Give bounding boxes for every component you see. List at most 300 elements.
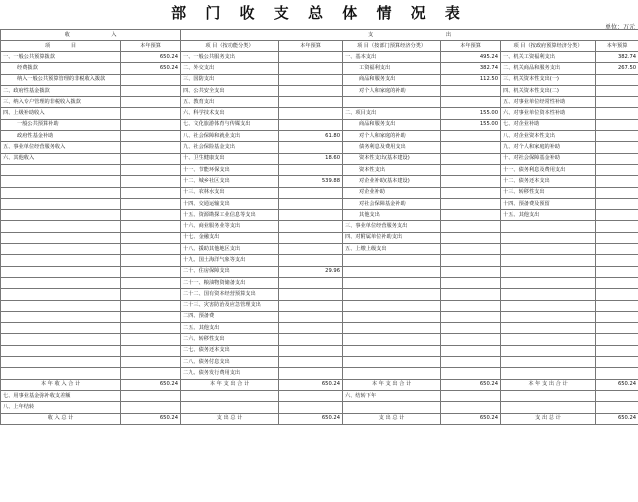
item-label-cell: 十二、城乡社区支出 (181, 176, 279, 187)
item-label-cell (1, 221, 121, 232)
item-label-cell (1, 323, 121, 334)
table-row (1, 119, 638, 130)
item-label-cell: 十五、资源勘探工业信息等支出 (181, 210, 279, 221)
budget-value-cell (441, 176, 501, 187)
budget-value-cell (441, 244, 501, 255)
item-label-cell: 本 年 支 出 合 计 (501, 379, 596, 390)
budget-value-cell: 61.80 (279, 131, 343, 142)
budget-value-cell: 112.50 (441, 74, 501, 85)
budget-value-cell (121, 323, 181, 334)
item-label-cell: 本 年 收 入 合 计 (1, 379, 121, 390)
item-label-cell: 十七、金融支出 (181, 232, 279, 243)
item-label-cell: 二、外交支出 (181, 63, 279, 74)
item-label-cell: 一、机关工资福利支出 (501, 52, 596, 63)
item-label-cell: 五、对事业单位经常性补助 (501, 97, 596, 108)
item-label-cell (1, 311, 121, 322)
budget-value-cell (279, 164, 343, 175)
table-row (1, 244, 638, 255)
item-label-cell (1, 300, 121, 311)
budget-value-cell (441, 266, 501, 277)
item-label-cell (501, 390, 596, 401)
item-label-cell: 二十一、粮油物资储备支出 (181, 277, 279, 288)
budget-value-cell (596, 345, 638, 356)
item-label-cell: 本 年 支 出 合 计 (343, 379, 441, 390)
item-label-cell (343, 300, 441, 311)
budget-value-cell (596, 131, 638, 142)
item-label-cell (501, 368, 596, 379)
table-row (1, 255, 638, 266)
item-label-cell (1, 210, 121, 221)
header-col-budget: 本年预算 (121, 41, 181, 52)
budget-value-cell (121, 142, 181, 153)
item-label-cell: 三、国防支出 (181, 74, 279, 85)
budget-value-cell (121, 311, 181, 322)
item-label-cell: 四、对附属单位补助支出 (343, 232, 441, 243)
header-col-gov-econ: 项 目（按政府预算经济分类） (501, 41, 596, 52)
item-label-cell: 六、科学技术支出 (181, 108, 279, 119)
budget-table (0, 29, 638, 425)
header-expense: 支 出 (181, 30, 638, 41)
item-label-cell (1, 357, 121, 368)
budget-value-cell: 267.50 (596, 63, 638, 74)
budget-value-cell (596, 368, 638, 379)
budget-value-cell (596, 153, 638, 164)
budget-value-cell (279, 142, 343, 153)
item-label-cell: 二十三、灾害防治及应急管理支出 (181, 300, 279, 311)
budget-value-cell (279, 74, 343, 85)
item-label-cell (1, 266, 121, 277)
item-label-cell: 二九、债务发行费用支出 (181, 368, 279, 379)
budget-value-cell (596, 176, 638, 187)
item-label-cell (343, 311, 441, 322)
table-row (1, 164, 638, 175)
budget-value-cell (279, 232, 343, 243)
budget-value-cell (121, 153, 181, 164)
table-row (1, 198, 638, 209)
budget-value-cell (121, 131, 181, 142)
budget-value-cell (596, 187, 638, 198)
header-col-item: 项 目 (1, 41, 121, 52)
table-row (1, 357, 638, 368)
item-label-cell (501, 221, 596, 232)
table-row (1, 390, 638, 401)
budget-value-cell: 155.00 (441, 108, 501, 119)
budget-value-cell (596, 289, 638, 300)
budget-value-cell (441, 85, 501, 96)
item-label-cell: 五、教育支出 (181, 97, 279, 108)
budget-value-cell (596, 74, 638, 85)
budget-value-cell (441, 164, 501, 175)
budget-value-cell (121, 357, 181, 368)
item-label-cell (1, 244, 121, 255)
table-row (1, 345, 638, 356)
budget-value-cell (121, 119, 181, 130)
budget-value-cell (279, 277, 343, 288)
item-label-cell: 二、项目支出 (343, 108, 441, 119)
table-row (1, 232, 638, 243)
table-row (1, 289, 638, 300)
item-label-cell: 二八、债务付息支出 (181, 357, 279, 368)
item-label-cell (343, 345, 441, 356)
page-title: 部 门 收 支 总 体 情 况 表 (171, 4, 467, 22)
budget-value-cell: 650.24 (596, 413, 638, 424)
budget-value-cell (121, 232, 181, 243)
budget-value-cell (596, 357, 638, 368)
budget-value-cell: 29.96 (279, 266, 343, 277)
item-label-cell: 六、结转下年 (343, 390, 441, 401)
item-label-cell: 十五、其他支出 (501, 210, 596, 221)
budget-value-cell: 650.24 (596, 379, 638, 390)
budget-value-cell (596, 164, 638, 175)
item-label-cell (1, 334, 121, 345)
budget-value-cell (596, 142, 638, 153)
item-label-cell: 工资福利支出 (343, 63, 441, 74)
item-label-cell: 二十二、国有资本经营预算支出 (181, 289, 279, 300)
item-label-cell: 收 入 总 计 (1, 413, 121, 424)
item-label-cell: 十一、节能环保支出 (181, 164, 279, 175)
budget-value-cell (441, 368, 501, 379)
budget-value-cell (121, 108, 181, 119)
budget-value-cell (121, 85, 181, 96)
budget-value-cell (121, 345, 181, 356)
item-label-cell (501, 311, 596, 322)
budget-value-cell (279, 210, 343, 221)
budget-value-cell (441, 334, 501, 345)
item-label-cell: 十三、转移性支出 (501, 187, 596, 198)
budget-value-cell: 650.24 (121, 413, 181, 424)
item-label-cell: 十九、国土海洋气象等支出 (181, 255, 279, 266)
budget-value-cell (596, 232, 638, 243)
budget-value-cell (596, 266, 638, 277)
header-col-budget: 本年预算 (596, 41, 638, 52)
item-label-cell (501, 300, 596, 311)
item-label-cell (1, 176, 121, 187)
table-row (1, 323, 638, 334)
item-label-cell: 二四、预备费 (181, 311, 279, 322)
budget-value-cell (121, 368, 181, 379)
budget-value-cell: 650.24 (121, 52, 181, 63)
table-row (1, 176, 638, 187)
budget-value-cell (441, 210, 501, 221)
budget-value-cell (121, 277, 181, 288)
item-label-cell (501, 266, 596, 277)
budget-value-cell (121, 334, 181, 345)
item-label-cell (1, 187, 121, 198)
budget-value-cell (441, 289, 501, 300)
item-label-cell (501, 357, 596, 368)
item-label-cell: 二、机关商品和服务支出 (501, 63, 596, 74)
header-income: 收 入 (1, 30, 181, 41)
table-row (1, 277, 638, 288)
item-label-cell: 对企业补助 (343, 187, 441, 198)
item-label-cell: 六、其他收入 (1, 153, 121, 164)
budget-value-cell (596, 210, 638, 221)
item-label-cell: 纳入一般公共预算管理的非税收入拨款 (1, 74, 121, 85)
budget-value-cell (279, 402, 343, 413)
budget-value-cell (121, 74, 181, 85)
budget-value-cell (121, 402, 181, 413)
item-label-cell (501, 244, 596, 255)
item-label-cell: 本 年 支 出 合 计 (181, 379, 279, 390)
budget-value-cell (279, 244, 343, 255)
header-col-functional: 项 目（按功能分类） (181, 41, 279, 52)
budget-value-cell (441, 402, 501, 413)
item-label-cell (501, 345, 596, 356)
budget-value-cell (441, 131, 501, 142)
budget-value-cell (441, 300, 501, 311)
budget-value-cell (441, 357, 501, 368)
budget-value-cell (279, 187, 343, 198)
budget-value-cell: 650.24 (279, 413, 343, 424)
grand-total-row (1, 413, 638, 424)
table-row (1, 311, 638, 322)
item-label-cell: 资本性支出(基本建设) (343, 153, 441, 164)
budget-value-cell (441, 232, 501, 243)
item-label-cell (1, 289, 121, 300)
budget-value-cell (596, 323, 638, 334)
item-label-cell: 六、对事业单位资本性补助 (501, 108, 596, 119)
budget-value-cell (596, 97, 638, 108)
budget-value-cell (596, 198, 638, 209)
item-label-cell: 三、事业单位经营服务支出 (343, 221, 441, 232)
item-label-cell: 支 出 总 计 (343, 413, 441, 424)
item-label-cell: 四、机关资本性支出(二) (501, 85, 596, 96)
budget-value-cell (441, 97, 501, 108)
table-row (1, 142, 638, 153)
item-label-cell: 七、对企业补助 (501, 119, 596, 130)
budget-value-cell (279, 334, 343, 345)
budget-value-cell: 650.24 (441, 379, 501, 390)
item-label-cell: 四、公共安全支出 (181, 85, 279, 96)
table-row (1, 131, 638, 142)
item-label-cell: 五、事业单位经营服务收入 (1, 142, 121, 153)
budget-value-cell (121, 266, 181, 277)
item-label-cell: 二六、转移性支出 (181, 334, 279, 345)
item-label-cell: 七、用事业基金弥补收支差额 (1, 390, 121, 401)
item-label-cell: 对企业补助(基本建设) (343, 176, 441, 187)
item-label-cell (1, 368, 121, 379)
table-row (1, 97, 638, 108)
item-label-cell (1, 255, 121, 266)
item-label-cell (181, 390, 279, 401)
budget-value-cell (279, 289, 343, 300)
item-label-cell (343, 402, 441, 413)
item-label-cell (501, 232, 596, 243)
item-label-cell: 二、政府性基金拨款 (1, 85, 121, 96)
item-label-cell: 经费拨款 (1, 63, 121, 74)
budget-value-cell (121, 221, 181, 232)
budget-value-cell (279, 198, 343, 209)
item-label-cell: 三、纳入专户管理的非税收入拨款 (1, 97, 121, 108)
budget-value-cell: 650.24 (441, 413, 501, 424)
item-label-cell: 一、一般公共预算拨款 (1, 52, 121, 63)
budget-value-cell (441, 277, 501, 288)
item-label-cell: 八、对企业资本性支出 (501, 131, 596, 142)
budget-value-cell: 539.88 (279, 176, 343, 187)
budget-value-cell (441, 345, 501, 356)
item-label-cell (1, 345, 121, 356)
budget-value-cell (121, 198, 181, 209)
item-label-cell: 其他支出 (343, 210, 441, 221)
item-label-cell (343, 289, 441, 300)
item-label-cell (181, 402, 279, 413)
budget-value-cell (441, 221, 501, 232)
item-label-cell: 对个人和家庭的补助 (343, 131, 441, 142)
item-label-cell: 九、社会保险基金支出 (181, 142, 279, 153)
budget-value-cell (121, 176, 181, 187)
budget-value-cell: 650.24 (121, 63, 181, 74)
item-label-cell: 九、对个人和家庭的补助 (501, 142, 596, 153)
item-label-cell: 五、上缴上级支出 (343, 244, 441, 255)
budget-value-cell (596, 119, 638, 130)
item-label-cell (343, 357, 441, 368)
item-label-cell (343, 97, 441, 108)
budget-value-cell: 650.24 (279, 379, 343, 390)
budget-value-cell: 382.74 (441, 63, 501, 74)
budget-value-cell (441, 153, 501, 164)
budget-value-cell (121, 187, 181, 198)
table-row (1, 210, 638, 221)
item-label-cell: 二七、债务还本支出 (181, 345, 279, 356)
item-label-cell (501, 402, 596, 413)
item-label-cell (1, 164, 121, 175)
table-row (1, 368, 638, 379)
item-label-cell: 商品和服务支出 (343, 74, 441, 85)
table-row (1, 334, 638, 345)
table-row (1, 63, 638, 74)
header-row-group (1, 30, 638, 41)
item-label-cell: 一、基本支出 (343, 52, 441, 63)
item-label-cell: 八、社会保障和就业支出 (181, 131, 279, 142)
budget-value-cell (596, 402, 638, 413)
item-label-cell (343, 323, 441, 334)
budget-value-cell (441, 323, 501, 334)
budget-value-cell (596, 221, 638, 232)
item-label-cell (501, 289, 596, 300)
budget-value-cell (596, 390, 638, 401)
budget-value-cell (596, 244, 638, 255)
item-label-cell (343, 266, 441, 277)
budget-value-cell: 155.00 (441, 119, 501, 130)
budget-value-cell (279, 390, 343, 401)
item-label-cell: 对个人和家庭的补助 (343, 85, 441, 96)
table-row (1, 108, 638, 119)
header-col-budget: 本年预算 (441, 41, 501, 52)
item-label-cell: 二十、住房保障支出 (181, 266, 279, 277)
budget-value-cell (279, 63, 343, 74)
budget-value-cell (121, 289, 181, 300)
budget-value-cell (121, 300, 181, 311)
item-label-cell (343, 277, 441, 288)
item-label-cell: 三、机关资本性支出(一) (501, 74, 596, 85)
budget-value-cell (441, 255, 501, 266)
item-label-cell (1, 232, 121, 243)
item-label-cell (343, 368, 441, 379)
item-label-cell: 七、文化旅游体育与传媒支出 (181, 119, 279, 130)
item-label-cell (501, 323, 596, 334)
budget-value-cell (279, 52, 343, 63)
item-label-cell: 十四、交通运输支出 (181, 198, 279, 209)
budget-value-cell (596, 334, 638, 345)
item-label-cell: 一般公共预算补助 (1, 119, 121, 130)
table-row (1, 187, 638, 198)
table-row (1, 221, 638, 232)
item-label-cell (1, 277, 121, 288)
item-label-cell: 四、上级补助收入 (1, 108, 121, 119)
item-label-cell: 十六、商业服务业等支出 (181, 221, 279, 232)
budget-value-cell (279, 323, 343, 334)
totals-row (1, 379, 638, 390)
table-row (1, 52, 638, 63)
item-label-cell: 支 出 总 计 (181, 413, 279, 424)
budget-value-cell (441, 390, 501, 401)
table-row (1, 266, 638, 277)
header-col-dept-econ: 项 目（按部门预算经济分类） (343, 41, 441, 52)
item-label-cell: 十三、农林水支出 (181, 187, 279, 198)
header-col-budget: 本年预算 (279, 41, 343, 52)
item-label-cell: 十四、预备费及预留 (501, 198, 596, 209)
budget-value-cell (596, 255, 638, 266)
budget-value-cell (596, 300, 638, 311)
budget-value-cell (279, 345, 343, 356)
budget-value-cell (121, 210, 181, 221)
budget-value-cell: 650.24 (121, 379, 181, 390)
table-row (1, 402, 638, 413)
budget-value-cell (121, 255, 181, 266)
item-label-cell: 十、卫生健康支出 (181, 153, 279, 164)
item-label-cell: 商品和服务支出 (343, 119, 441, 130)
budget-value-cell (596, 85, 638, 96)
budget-value-cell: 18.60 (279, 153, 343, 164)
budget-value-cell (441, 311, 501, 322)
item-label-cell (501, 255, 596, 266)
budget-value-cell (596, 277, 638, 288)
header-row-columns (1, 41, 638, 52)
table-row (1, 85, 638, 96)
budget-value-cell (441, 142, 501, 153)
budget-value-cell (121, 390, 181, 401)
item-label-cell: 债务利息及费用支出 (343, 142, 441, 153)
item-label-cell (343, 334, 441, 345)
item-label-cell: 十、对社会保障基金补助 (501, 153, 596, 164)
item-label-cell: 对社会保障基金补助 (343, 198, 441, 209)
item-label-cell: 资本性支出 (343, 164, 441, 175)
item-label-cell (1, 198, 121, 209)
budget-value-cell (596, 311, 638, 322)
table-row (1, 74, 638, 85)
budget-value-cell (279, 97, 343, 108)
item-label-cell: 一、一般公共服务支出 (181, 52, 279, 63)
budget-value-cell (279, 119, 343, 130)
table-row (1, 153, 638, 164)
budget-value-cell (279, 311, 343, 322)
budget-value-cell (279, 108, 343, 119)
budget-value-cell (121, 97, 181, 108)
budget-value-cell (279, 221, 343, 232)
table-row (1, 300, 638, 311)
budget-value-cell (279, 300, 343, 311)
item-label-cell: 二五、其他支出 (181, 323, 279, 334)
unit-label: 单位：万元 (604, 24, 635, 31)
item-label-cell (343, 255, 441, 266)
budget-value-cell (121, 244, 181, 255)
item-label-cell: 八、上年结转 (1, 402, 121, 413)
budget-value-cell (279, 357, 343, 368)
budget-value-cell (279, 368, 343, 379)
budget-value-cell: 382.74 (596, 52, 638, 63)
budget-value-cell (279, 255, 343, 266)
budget-value-cell (596, 108, 638, 119)
